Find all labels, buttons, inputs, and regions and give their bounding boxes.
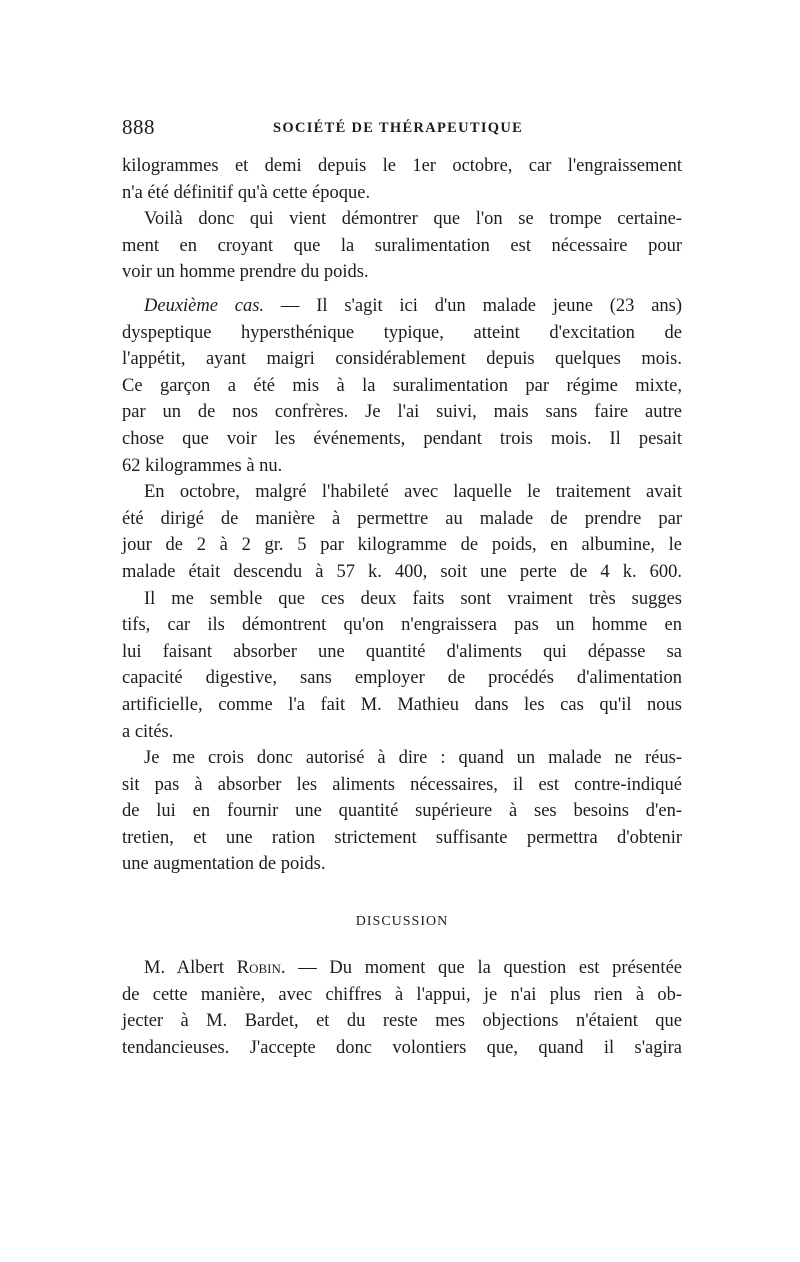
paragraph-second-case xyxy=(122,293,682,878)
text-line: artificielle, comme l'a fait M. Mathieu dans les cas qu'il nous xyxy=(122,694,682,715)
text-line: ment en croyant que la suralimentation est nécessaire pour xyxy=(122,235,682,256)
text-line: été dirigé de manière à permettre au malade de prendre par xyxy=(122,508,682,529)
text-line: l'appétit, ayant maigri considérablement depuis quelques mois. xyxy=(122,349,682,370)
text-line: n'a été définitif qu'à cette époque. xyxy=(122,182,371,203)
paragraph-weight-gain xyxy=(122,153,682,286)
text-line: Il me semble que ces deux faits sont vraiment très sugges xyxy=(144,588,682,609)
text-line: lui faisant absorber une quantité d'aliments qui dépasse sa xyxy=(122,641,682,662)
speaker-name: Robin xyxy=(236,958,281,978)
text-line: M. Albert Robin. — Du moment que la question est présentée xyxy=(144,958,682,978)
text-line: dyspeptique hypersthénique typique, atteint d'excitation de xyxy=(122,322,682,343)
text-line: une augmentation de poids. xyxy=(122,854,326,875)
text-line: malade était descendu à 57 k. 400, soit une perte de 4 k. 600. xyxy=(122,561,682,582)
text-line: par un de nos confrères. Je l'ai suivi, mais sans faire autre xyxy=(122,402,682,423)
text-line: jecter à M. Bardet, et du reste mes objections n'étaient que xyxy=(122,1011,682,1032)
paragraph-discussion xyxy=(122,955,682,1061)
text-line: capacité digestive, sans employer de procédés d'alimentation xyxy=(122,668,682,689)
text-line: de lui en fournir une quantité supérieure à ses besoins d'en- xyxy=(122,801,682,822)
text-line: de cette manière, avec chiffres à l'appui, je n'ai plus rien à ob- xyxy=(122,984,682,1005)
text-line: Ce garçon a été mis à la suralimentation par régime mixte, xyxy=(122,375,682,396)
text-line: sit pas à absorber les aliments nécessaires, il est contre-indiqué xyxy=(122,774,682,795)
text-line: 62 kilogrammes à nu. xyxy=(122,455,283,476)
running-title: SOCIÉTÉ DE THÉRAPEUTIQUE xyxy=(273,120,524,136)
case-label: Deuxième cas. xyxy=(144,296,265,316)
page-number: 888 xyxy=(122,115,155,139)
text-line: Voilà donc qui vient démontrer que l'on se trompe certaine- xyxy=(144,209,682,230)
running-head xyxy=(122,112,682,142)
text-line: tendancieuses. J'accepte donc volontiers que, quand il s'agira xyxy=(122,1037,682,1058)
text-line: a cités. xyxy=(122,721,174,742)
section-heading-discussion: DISCUSSION xyxy=(355,914,449,929)
text-line: voir un homme prendre du poids. xyxy=(122,262,369,283)
text-line: tifs, car ils démontrent qu'on n'engraissera pas un homme en xyxy=(122,615,682,636)
speaker-prefix: M. Albert xyxy=(144,958,225,978)
text-line: tretien, et une ration strictement suffisante permettra d'obtenir xyxy=(122,827,682,848)
text-line: Deuxième cas. — Il s'agit ici d'un malade jeune (23 ans) xyxy=(144,296,683,316)
text-line: chose que voir les événements, pendant trois mois. Il pesait xyxy=(122,428,682,449)
text-line: Je me crois donc autorisé à dire : quand un malade ne réus- xyxy=(144,748,682,769)
text-line: kilogrammes et demi depuis le 1er octobre, car l'engraissement xyxy=(122,156,682,176)
text-line: En octobre, malgré l'habileté avec laquelle le traitement avait xyxy=(144,482,682,503)
text-line: jour de 2 à 2 gr. 5 par kilogramme de poids, en albumine, le xyxy=(122,535,682,556)
